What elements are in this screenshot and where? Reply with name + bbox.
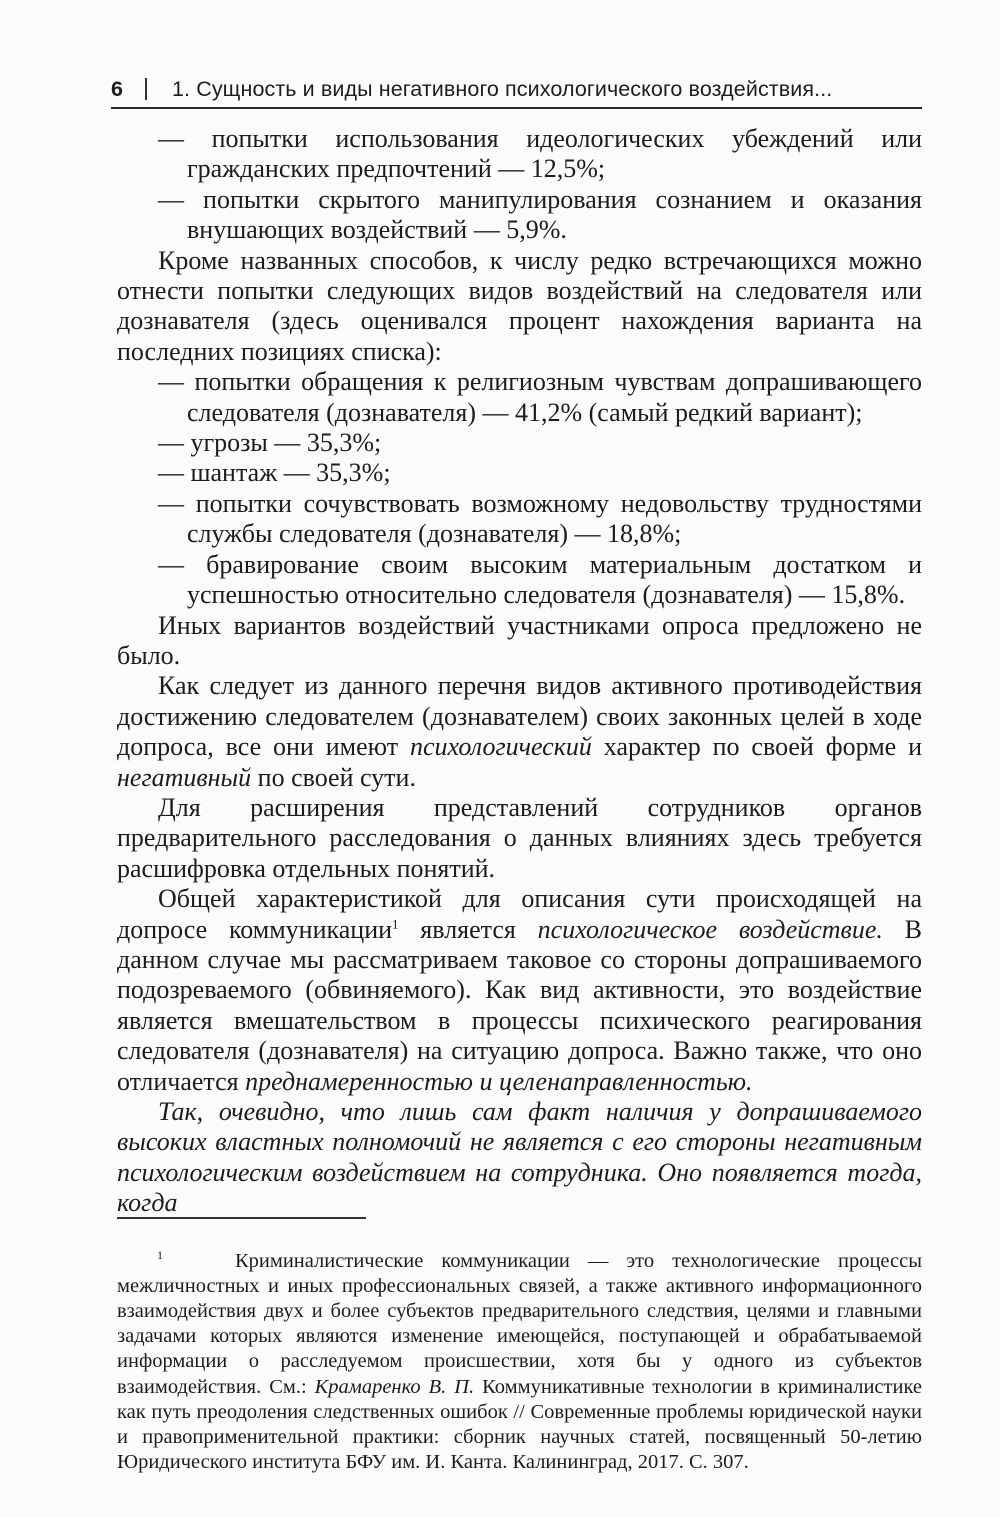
- list-item: — попытки скрытого манипулирования сознанием и оказания внушающих воздействий — 5,9%.: [158, 184, 922, 245]
- list-item: — попытки использования идеологических убеждений или гражданских предпочтений — 12,5%;: [158, 124, 922, 184]
- footnote: [117, 1249, 922, 1476]
- main-text: [117, 124, 922, 1219]
- italic-term: психологический: [410, 732, 592, 762]
- header-separator: [145, 78, 147, 100]
- text-run: В данном случае мы рассматриваем таковое со стороны допрашиваемого подозреваемого (обвиняемого). Как вид активности, это воздействие является вмешательством в процессы психического реагирования следователя (дознавателя) на ситуацию допроса. Важно также, что оно отличается: [117, 914, 923, 1096]
- italic-term: преднамеренностью и целенаправленностью.: [245, 1066, 753, 1096]
- text-run: Криминалистические коммуникации — это технологические процессы межличностных и иных профессиональных связей, а также активного информационного взаимодействия двух и более субъектов предварительного следствия, целями и главными задачами которых являются изменение имеющейся, поступающей и обрабатываемой информации о расследуемом происшествии, хотя бы у одного из субъектов взаимодействия. См.:: [117, 1249, 923, 1398]
- text-run: Общей характеристикой для описания сути происходящей на допросе коммуникации: [117, 884, 922, 944]
- footnote-rule: [117, 1217, 366, 1219]
- list-item: — угрозы — 35,3%;: [158, 428, 382, 458]
- paragraph: [117, 884, 922, 1097]
- text-run: Как следует из данного перечня видов активного противодействия достижению следователем (дознавателем) своих законных целей в ходе допроса, все они имеют: [117, 671, 922, 762]
- list-item: — попытки обращения к религиозным чувствам допрашивающего следователя (дознавателя) — 41,2% (самый редкий вариант);: [158, 367, 922, 427]
- footnote-reference: 1: [392, 915, 399, 931]
- list-item: — шантаж — 35,3%;: [158, 458, 391, 488]
- paragraph: Иных вариантов воздействий участниками опроса предложено не было.: [117, 610, 922, 670]
- italic-term: негативный: [117, 762, 252, 792]
- cited-author: Крамаренко В. П.: [314, 1375, 475, 1398]
- italic-term: психологическое воздействие.: [537, 914, 883, 944]
- text-run: по своей сути.: [251, 762, 416, 792]
- text-run: является: [398, 914, 538, 944]
- italic-text: Так, очевидно, что лишь сам факт наличия у допрашиваемого высоких властных полномочий не является с его стороны негативным психологическим воздействием на сотрудника. Оно появляется тогда, когда: [117, 1097, 922, 1218]
- header-rule: [111, 107, 922, 109]
- list-item: — попытки сочувствовать возможному недовольству трудностями службы следователя (дознавателя) — 18,8%;: [158, 488, 922, 549]
- footnote-mark: 1: [157, 1247, 163, 1262]
- list-item: — бравирование своим высоким материальным достатком и успешностью относительно следователя (дознавателя) — 15,8%.: [158, 549, 922, 610]
- page-number: 6: [111, 77, 123, 101]
- paragraph: Для расширения представлений сотрудников органов предварительного расследования о данных влияниях здесь требуется расшифровка отдельных понятий.: [117, 792, 922, 883]
- running-header: [111, 74, 922, 104]
- text-run: характер по своей форме и: [591, 732, 923, 762]
- paragraph: Кроме названных способов, к числу редко встречающихся можно отнести попытки следующих видов воздействий на следователя или дознавателя (здесь оценивался процент нахождения варианта на последних позициях списка):: [117, 245, 922, 366]
- chapter-title: 1. Сущность и виды негативного психологического воздействия...: [172, 77, 833, 101]
- italic-paragraph: [117, 1097, 922, 1219]
- paragraph: [117, 671, 922, 793]
- text-run: Коммуникативные технологии в криминалистике как путь преодоления следственных ошибок // Современные проблемы юридической науки и правоприменительной практики: сборник научных статей, посвященный 50-летию Юридического института БФУ им. И. Канта. Калининград, 2017. С. 307.: [117, 1375, 922, 1474]
